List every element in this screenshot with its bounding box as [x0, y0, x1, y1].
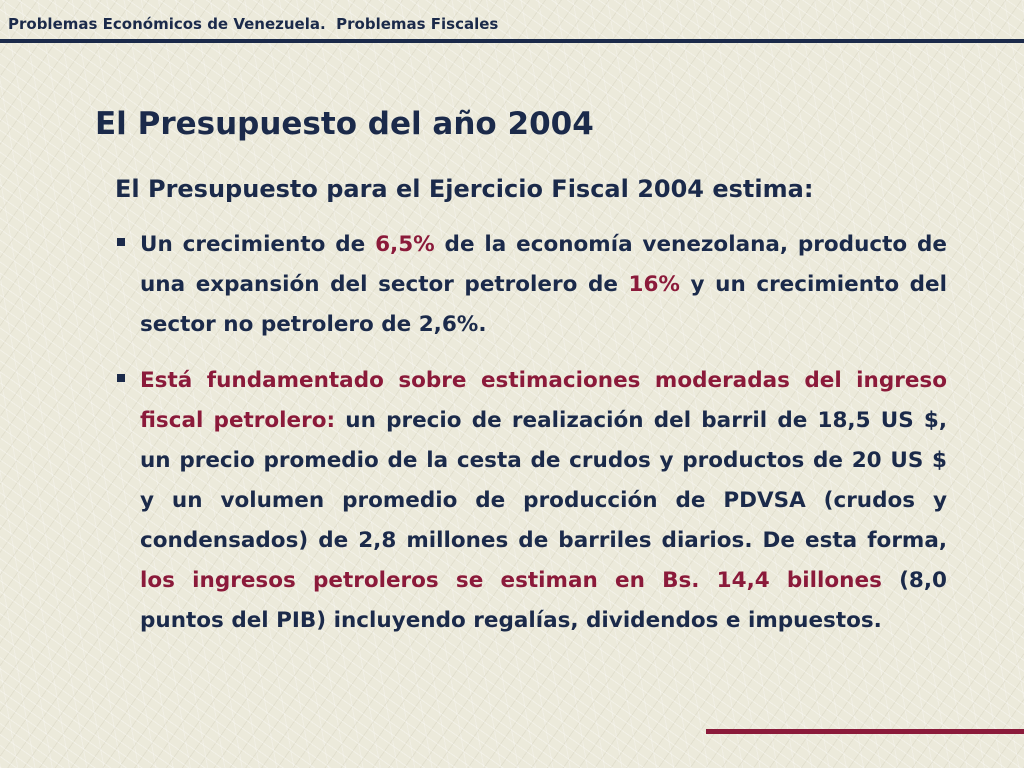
growth-text-1: Un crecimiento de — [140, 232, 376, 257]
header-divider — [0, 39, 1024, 43]
header-title: Problemas Económicos de Venezuela. Problemas Fiscales — [8, 15, 499, 33]
bullet-item-growth — [117, 225, 947, 345]
growth-text-2: de la economía venezolana, producto de una expansión del sector petrolero de — [140, 232, 947, 297]
revenue-text-1: un precio de realización del barril de 18,5 US $, un precio promedio de la cesta de crudos y productos de 20 US $ y un volumen promedio de producción de PDVSA (crudos y condensados) de 2,8 millones de barriles diarios. De esta forma, — [140, 408, 947, 553]
slide-title: El Presupuesto del año 2004 — [95, 106, 594, 142]
bullet-list-revenue — [117, 361, 947, 641]
revenue-basis-highlight: Está fundamentado sobre estimaciones moderadas del ingreso fiscal petrolero: — [140, 368, 947, 433]
bullet-square-icon — [117, 238, 125, 246]
footer-accent-line — [706, 729, 1024, 734]
bullet-square-icon — [117, 374, 125, 382]
bullet-list-growth — [117, 225, 947, 345]
bullet-text-growth — [140, 225, 947, 345]
growth-rate-highlight: 6,5% — [375, 232, 435, 257]
revenue-text-2: (8,0 puntos del PIB) incluyendo regalías, dividendos e impuestos. — [140, 568, 948, 633]
oil-sector-rate-highlight: 16% — [628, 272, 680, 297]
slide-subtitle: El Presupuesto para el Ejercicio Fiscal 2004 estima: — [115, 175, 814, 203]
growth-text-3: y un crecimiento del sector no petrolero de 2,6%. — [140, 272, 948, 337]
bullet-text-revenue — [140, 361, 947, 641]
oil-revenue-highlight: los ingresos petroleros se estiman en Bs. 14,4 billones — [140, 568, 882, 593]
bullet-item-revenue — [117, 361, 947, 641]
